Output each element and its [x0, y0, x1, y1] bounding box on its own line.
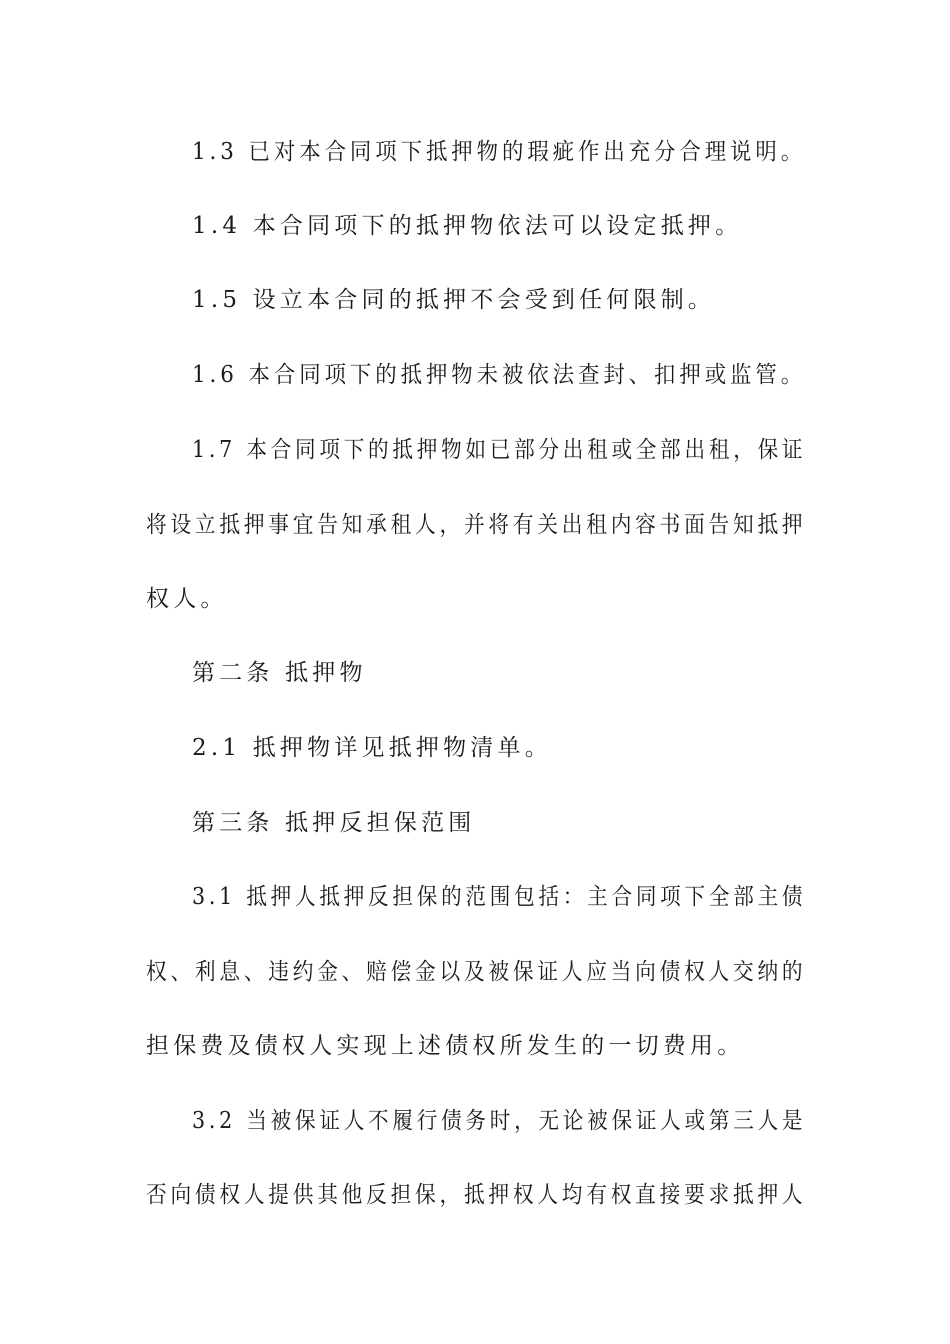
clause-1-6: 1.6 本合同项下的抵押物未被依法查封、扣押或监管。: [192, 362, 807, 388]
clause-2-1: 2.1 抵押物详见抵押物清单。: [192, 735, 552, 761]
clause-3-2-line-1: 3.2 当被保证人不履行债务时，无论被保证人或第三人是: [192, 1108, 807, 1134]
clause-1-7-line-2: 将设立抵押事宜告知承租人，并将有关出租内容书面告知抵押: [146, 512, 807, 538]
clause-1-3: 1.3 已对本合同项下抵押物的瑕疵作出充分合理说明。: [192, 139, 807, 165]
clause-1-7-line-1: 1.7 本合同项下的抵押物如已部分出租或全部出租，保证: [192, 437, 807, 463]
article-3-heading: 第三条 抵押反担保范围: [192, 810, 476, 836]
clause-1-4: 1.4 本合同项下的抵押物依法可以设定抵押。: [192, 213, 743, 239]
article-2-heading: 第二条 抵押物: [192, 660, 367, 686]
clause-3-1-line-1: 3.1 抵押人抵押反担保的范围包括：主合同项下全部主债: [192, 884, 807, 910]
clause-1-5: 1.5 设立本合同的抵押不会受到任何限制。: [192, 287, 716, 313]
clause-3-1-line-2: 权、利息、违约金、赔偿金以及被保证人应当向债权人交纳的: [146, 959, 807, 985]
clause-1-7-line-3: 权人。: [146, 586, 228, 612]
clause-3-1-line-3: 担保费及债权人实现上述债权所发生的一切费用。: [146, 1033, 745, 1059]
clause-3-2-line-2: 否向债权人提供其他反担保，抵押权人均有权直接要求抵押人: [146, 1182, 807, 1208]
